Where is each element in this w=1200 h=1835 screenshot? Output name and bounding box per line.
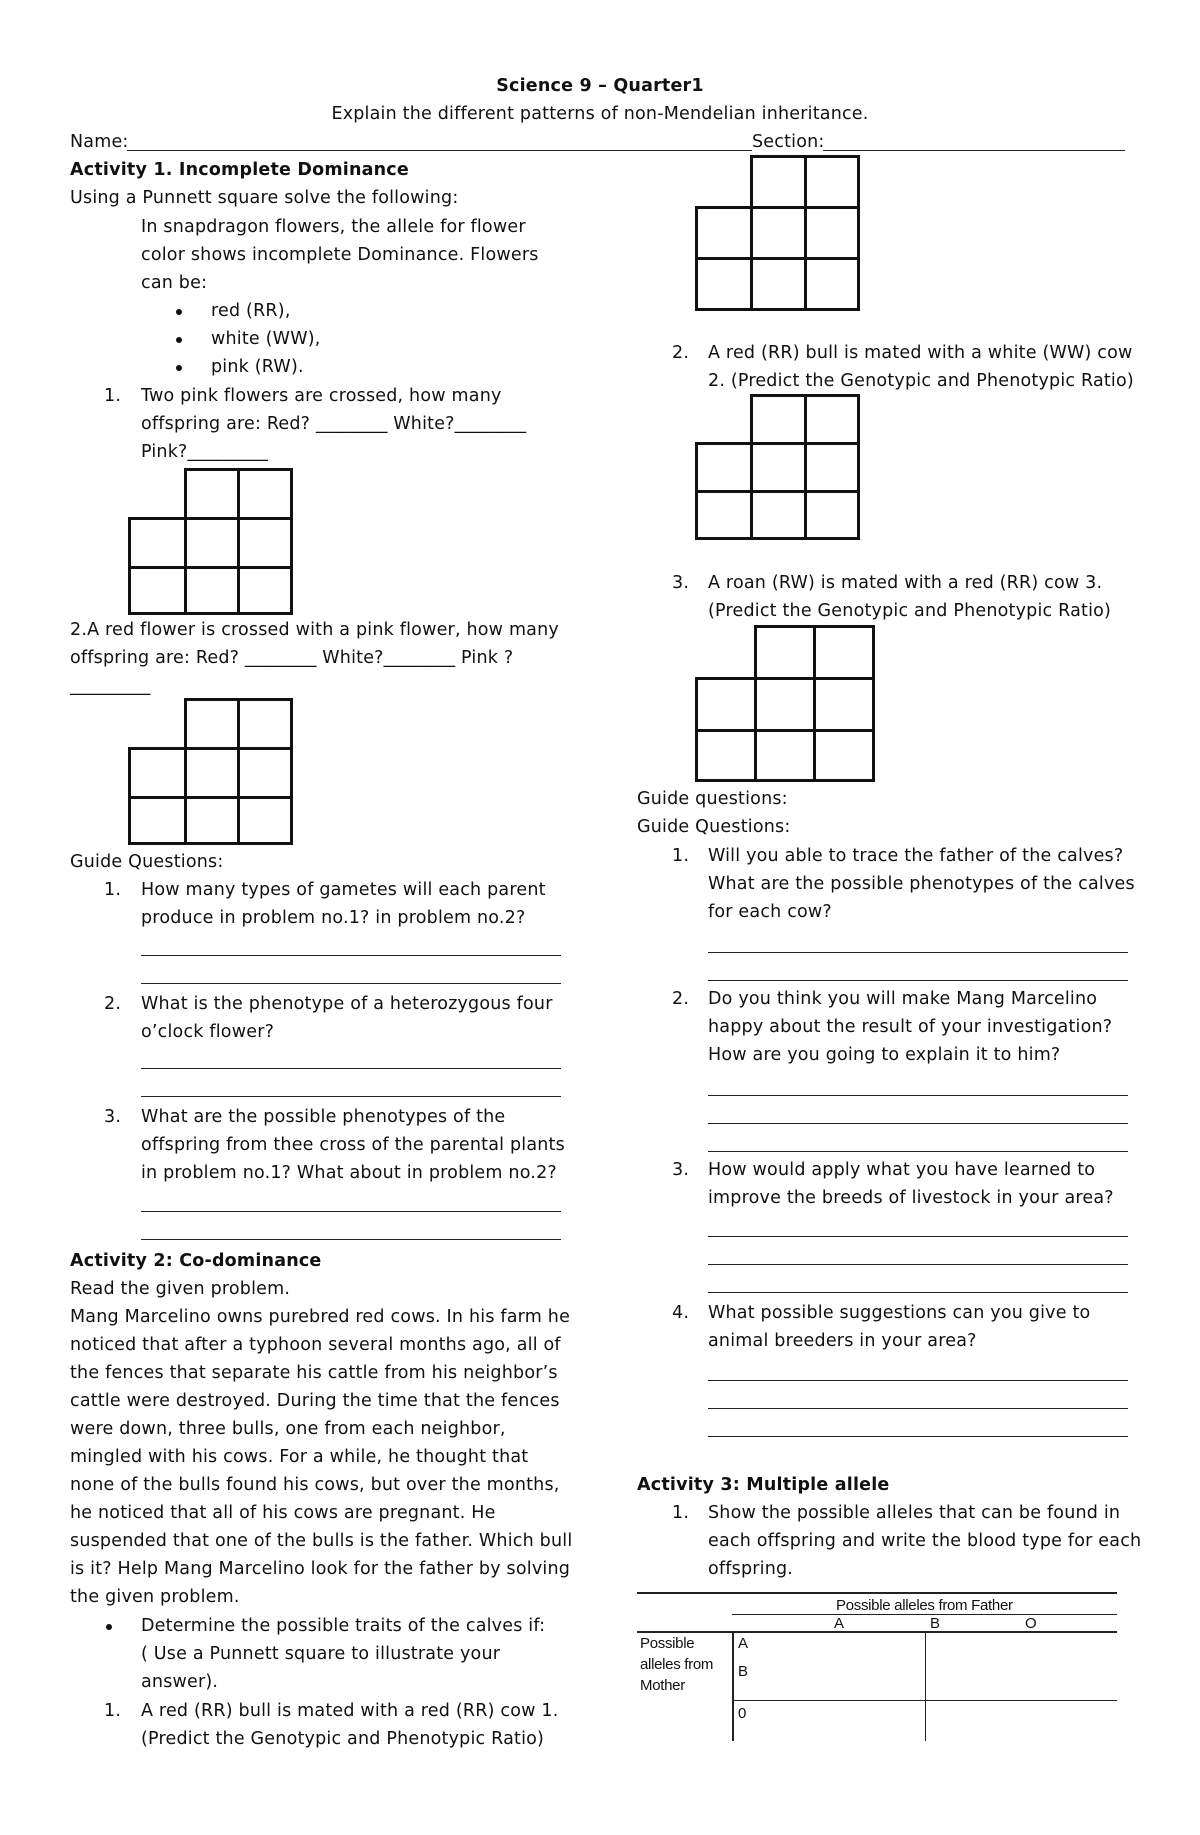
question-number: 2.	[672, 343, 690, 363]
guide-question-line: happy about the result of your investigation?	[708, 1017, 1113, 1037]
answer-line[interactable]	[708, 1292, 1128, 1293]
punnett-square[interactable]	[695, 394, 860, 540]
guide-question-line: animal breeders in your area?	[708, 1331, 977, 1351]
punnett-square[interactable]	[695, 625, 875, 782]
activity3-question-line: Show the possible alleles that can be found in	[708, 1503, 1121, 1523]
answer-line[interactable]	[708, 980, 1128, 981]
instruction-line: ( Use a Punnett square to illustrate your	[141, 1644, 501, 1664]
answer-line[interactable]	[708, 1095, 1128, 1096]
question-number: 3.	[104, 1107, 122, 1127]
mother-allele-b: B	[738, 1663, 748, 1680]
bullet-icon	[176, 365, 182, 371]
answer-line[interactable]	[141, 1211, 561, 1212]
bullet-icon	[176, 337, 182, 343]
guide-questions-title: Guide Questions:	[637, 817, 791, 837]
activity3-question-line: each offspring and write the blood type for each	[708, 1531, 1142, 1551]
answer-line[interactable]	[708, 1408, 1128, 1409]
bullet-icon	[176, 309, 182, 315]
mother-allele-0: 0	[738, 1705, 747, 1722]
question-number: 1.	[104, 1701, 122, 1721]
problem-1-line: (Predict the Genotypic and Phenotypic Ratio)	[141, 1729, 545, 1749]
instruction-line: answer).	[141, 1672, 219, 1692]
guide-question-line: offspring from thee cross of the parental plants	[141, 1135, 565, 1155]
punnett-square[interactable]	[128, 698, 295, 845]
mother-header-line: Mother	[640, 1677, 685, 1694]
punnett-square[interactable]	[128, 468, 295, 615]
answer-line[interactable]	[708, 1380, 1128, 1381]
question-2-line: 2.A red flower is crossed with a pink flower, how many	[70, 620, 559, 640]
father-header: Possible alleles from Father	[836, 1597, 1013, 1614]
guide-questions-title: Guide questions:	[637, 789, 788, 809]
answer-line[interactable]	[708, 1151, 1128, 1152]
problem-1-line: A red (RR) bull is mated with a red (RR) cow 1.	[141, 1701, 559, 1721]
story-line: is it? Help Mang Marcelino look for the father by solving	[70, 1559, 571, 1579]
name-label: Name:	[70, 132, 129, 152]
instruction-line: Determine the possible traits of the calves if:	[141, 1616, 546, 1636]
guide-question-line: in problem no.1? What about in problem no.2?	[141, 1163, 557, 1183]
story-line: he noticed that all of his cows are pregnant. He	[70, 1503, 496, 1523]
guide-question-line: What possible suggestions can you give to	[708, 1303, 1091, 1323]
story-line: were down, three bulls, one from each neighbor,	[70, 1419, 506, 1439]
flower-color-item: red (RR),	[211, 301, 291, 321]
bullet-icon	[106, 1624, 112, 1630]
answer-line[interactable]	[141, 1068, 561, 1069]
guide-question-line: What is the phenotype of a heterozygous four	[141, 994, 553, 1014]
activity3-title: Activity 3: Multiple allele	[637, 1475, 890, 1495]
section-label: Section:	[752, 132, 825, 152]
guide-question-line: produce in problem no.1? in problem no.2?	[141, 908, 526, 928]
question-1-line: Pink?_________	[141, 442, 269, 462]
question-number: 1.	[104, 880, 122, 900]
question-1-line: offspring are: Red? ________ White?________	[141, 414, 527, 434]
question-number: 3.	[672, 1160, 690, 1180]
activity2-title: Activity 2: Co-dominance	[70, 1251, 322, 1271]
father-allele-b: B	[930, 1615, 940, 1632]
mother-allele-a: A	[738, 1635, 748, 1652]
guide-question-line: improve the breeds of livestock in your area?	[708, 1188, 1114, 1208]
problem-2-line: 2. (Predict the Genotypic and Phenotypic Ratio)	[708, 371, 1134, 391]
answer-line[interactable]	[708, 952, 1128, 953]
father-allele-o: O	[1025, 1615, 1037, 1632]
guide-question-line: for each cow?	[708, 902, 832, 922]
story-line: cattle were destroyed. During the time that the fences	[70, 1391, 560, 1411]
guide-question-line: Will you able to trace the father of the calves?	[708, 846, 1124, 866]
question-2-line: _________	[70, 676, 151, 696]
question-number: 2.	[104, 994, 122, 1014]
answer-line[interactable]	[141, 983, 561, 984]
answer-line[interactable]	[708, 1236, 1128, 1237]
mother-header-line: alleles from	[640, 1656, 714, 1673]
story-line: mingled with his cows. For a while, he thought that	[70, 1447, 529, 1467]
question-number: 2.	[672, 989, 690, 1009]
guide-question-line: What are the possible phenotypes of the calves	[708, 874, 1135, 894]
problem-2-line: A red (RR) bull is mated with a white (WW) cow	[708, 343, 1133, 363]
question-number: 4.	[672, 1303, 690, 1323]
activity1-intro-line: color shows incomplete Dominance. Flowers	[141, 245, 539, 265]
father-allele-a: A	[834, 1615, 844, 1632]
page-title: Science 9 – Quarter1	[496, 76, 704, 96]
question-number: 1.	[104, 386, 122, 406]
section-field[interactable]	[823, 150, 1125, 151]
question-number: 1.	[672, 1503, 690, 1523]
guide-questions-title: Guide Questions:	[70, 852, 224, 872]
problem-3-line: A roan (RW) is mated with a red (RR) cow 3.	[708, 573, 1103, 593]
question-1-line: Two pink flowers are crossed, how many	[141, 386, 502, 406]
flower-color-item: pink (RW).	[211, 357, 304, 377]
problem-3-line: (Predict the Genotypic and Phenotypic Ratio)	[708, 601, 1112, 621]
guide-question-line: What are the possible phenotypes of the	[141, 1107, 506, 1127]
guide-question-line: o’clock flower?	[141, 1022, 275, 1042]
activity3-question-line: offspring.	[708, 1559, 794, 1579]
story-line: none of the bulls found his cows, but over the months,	[70, 1475, 560, 1495]
guide-question-line: Do you think you will make Mang Marcelino	[708, 989, 1098, 1009]
activity2-read: Read the given problem.	[70, 1279, 291, 1299]
answer-line[interactable]	[708, 1264, 1128, 1265]
activity1-title: Activity 1. Incomplete Dominance	[70, 160, 409, 180]
mother-header-line: Possible	[640, 1635, 695, 1652]
guide-question-line: How many types of gametes will each parent	[141, 880, 546, 900]
punnett-square[interactable]	[695, 155, 860, 311]
answer-line[interactable]	[708, 1123, 1128, 1124]
question-2-line: offspring are: Red? ________ White?________ Pink ?	[70, 648, 514, 668]
story-line: the given problem.	[70, 1587, 240, 1607]
activity1-intro-line: can be:	[141, 273, 208, 293]
flower-color-item: white (WW),	[211, 329, 321, 349]
story-line: Mang Marcelino owns purebred red cows. In his farm he	[70, 1307, 571, 1327]
question-number: 1.	[672, 846, 690, 866]
name-field[interactable]	[127, 150, 752, 151]
guide-question-line: How are you going to explain it to him?	[708, 1045, 1061, 1065]
answer-line[interactable]	[141, 1239, 561, 1240]
story-line: noticed that after a typhoon several months ago, all of	[70, 1335, 561, 1355]
answer-line[interactable]	[708, 1436, 1128, 1437]
answer-line[interactable]	[141, 1096, 561, 1097]
activity1-intro-line: In snapdragon flowers, the allele for flower	[141, 217, 526, 237]
page-subtitle: Explain the different patterns of non-Mendelian inheritance.	[331, 104, 869, 124]
story-line: the fences that separate his cattle from his neighbor’s	[70, 1363, 558, 1383]
answer-line[interactable]	[141, 955, 561, 956]
guide-question-line: How would apply what you have learned to	[708, 1160, 1096, 1180]
story-line: suspended that one of the bulls is the father. Which bull	[70, 1531, 573, 1551]
question-number: 3.	[672, 573, 690, 593]
activity1-instruction: Using a Punnett square solve the following:	[70, 188, 459, 208]
